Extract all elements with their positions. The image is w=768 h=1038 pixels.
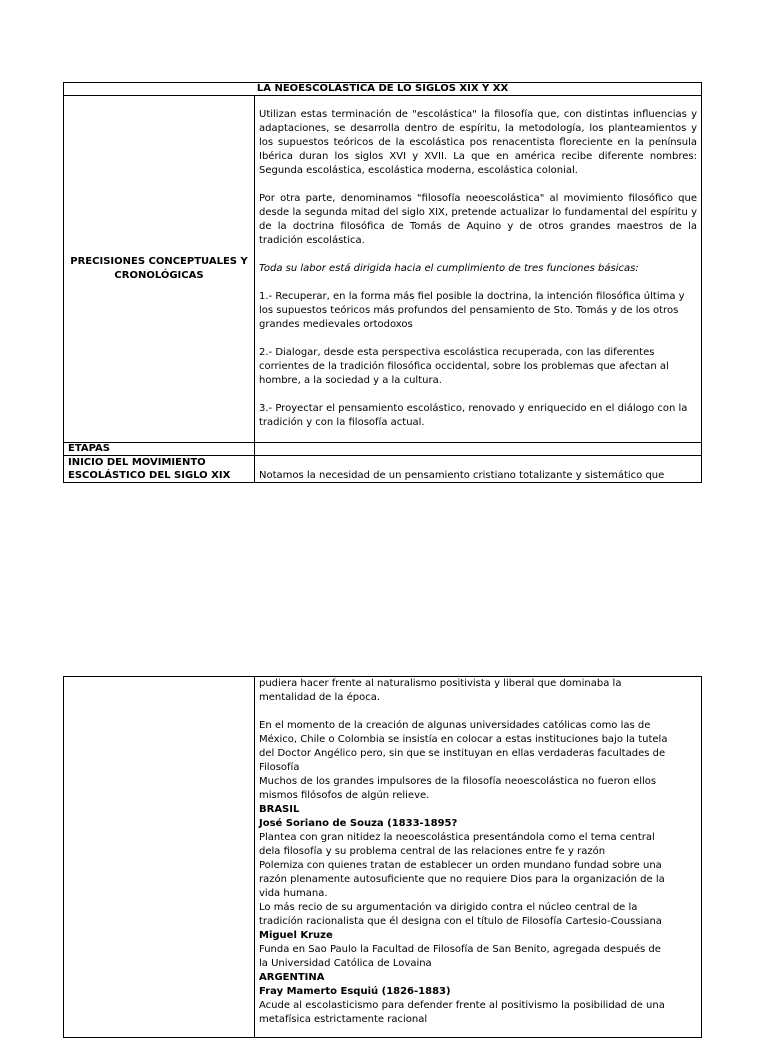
page1-table — [63, 82, 702, 483]
text-line: del Doctor Angélico pero, sin que se instituyan en ellas verdaderas facultades de — [259, 748, 666, 759]
text-line: metafísica estrictamente racional — [259, 1014, 428, 1025]
heading-soriano: José Soriano de Souza (1833-1895? — [259, 818, 458, 829]
heading-brasil: BRASIL — [259, 804, 300, 815]
paragraph-definition-neoescolastica: Por otra parte, denominamos "filosofía neoescolástica" al movimiento filosófico que desde la segunda mitad del siglo XIX, pretende actualizar lo fundamental del espíritu y de la doctrina filosófica de Tomás de Aquino y de otros grandes maestros de la tradición escolástica. — [259, 193, 698, 246]
text-line: mentalidad de la época. — [259, 692, 381, 703]
text-line: México, Chile o Colombia se insistía en colocar a estas instituciones bajo la tutela — [259, 734, 668, 745]
text-line: Muchos de los grandes impulsores de la filosofía neoescolástica no fueron ellos — [259, 776, 657, 787]
text-line: dela filosofía y su problema central de las relaciones entre fe y razón — [259, 846, 606, 857]
paragraph-funciones-intro: Toda su labor está dirigida hacia el cumplimiento de tres funciones básicas: — [259, 263, 639, 274]
heading-kruze: Miguel Kruze — [259, 930, 333, 941]
text-line: Lo más recio de su argumentación va dirigido contra el núcleo central de la — [259, 902, 638, 913]
text-line: Funda en Sao Paulo la Facultad de Filosofía de San Benito, agregada después de — [259, 944, 661, 955]
paragraph-funcion-1: 1.- Recuperar, en la forma más fiel posible la doctrina, la intención filosófica última y los supuestos teóricos más profundos del pensamiento de Sto. Tomás y de los otros grandes medievales ortodoxos — [259, 291, 685, 330]
text-line: En el momento de la creación de algunas universidades católicas como las de — [259, 720, 651, 731]
text-line: Polemiza con quienes tratan de establecer un orden mundano fundad sobre una — [259, 860, 662, 871]
text-line: Acude al escolasticismo para defender frente al positivismo la posibilidad de una — [259, 1000, 665, 1011]
text-line: la Universidad Católica de Lovaina — [259, 958, 432, 969]
text-line: mismos filósofos de algún relieve. — [259, 790, 430, 801]
continuation-label-cell — [64, 677, 255, 1038]
inicio-label: INICIO DEL MOVIMIENTO ESCOLÁSTICO DEL SIGLO XIX — [64, 456, 255, 483]
inicio-row — [64, 456, 702, 483]
title-row — [64, 83, 702, 96]
table-title: LA NEOESCOLÁSTICA DE LO SIGLOS XIX Y XX — [64, 83, 702, 96]
section-label-precisiones: PRECISIONES CONCEPTUALES Y CRONOLÓGICAS — [64, 96, 255, 443]
text-line: Filosofía — [259, 762, 300, 773]
continuation-content — [255, 677, 702, 1038]
text-line: razón plenamente autosuficiente que no requiere Dios para la organización de la — [259, 874, 665, 885]
section-row-precisiones — [64, 96, 702, 443]
inicio-content: Notamos la necesidad de un pensamiento cristiano totalizante y sistemático que — [255, 456, 702, 483]
etapas-label: ETAPAS — [64, 443, 255, 456]
etapas-row — [64, 443, 702, 456]
paragraph-funcion-2: 2.- Dialogar, desde esta perspectiva escolástica recuperada, con las diferentes corrientes de la tradición filosófica occidental, sobre los problemas que afectan al hombre, a la sociedad y a la cultura. — [259, 347, 669, 386]
continuation-row — [64, 677, 702, 1038]
section-content-precisiones — [255, 96, 702, 443]
text-line: Plantea con gran nitidez la neoescolástica presentándola como el tema central — [259, 832, 655, 843]
paragraph-funcion-3: 3.- Proyectar el pensamiento escolástico, renovado y enriquecido en el diálogo con la tradición y con la filosofía actual. — [259, 403, 688, 428]
heading-argentina: ARGENTINA — [259, 972, 325, 983]
text-line: pudiera hacer frente al naturalismo positivista y liberal que dominaba la — [259, 678, 622, 689]
text-line: tradición racionalista que él designa con el título de Filosofía Cartesio-Coussiana — [259, 916, 662, 927]
text-line: vida humana. — [259, 888, 328, 899]
paragraph-definition-escolastica: Utilizan estas terminación de "escolástica" la filosofía que, con distintas influencias y adaptaciones, se desarrolla dentro de espíritu, la metodología, los planteamientos y los supuestos teóricos de la escolástica pos renacentista floreciente en la península Ibérica duran los siglos XVI y XVII. La que en américa recibe diferente nombres: Segunda escolástica, escolástica moderna, escolástica colonial. — [259, 109, 698, 176]
page2-table — [63, 676, 702, 1038]
etapas-content — [255, 443, 702, 456]
heading-esquiu: Fray Mamerto Esquiú (1826-1883) — [259, 986, 451, 997]
